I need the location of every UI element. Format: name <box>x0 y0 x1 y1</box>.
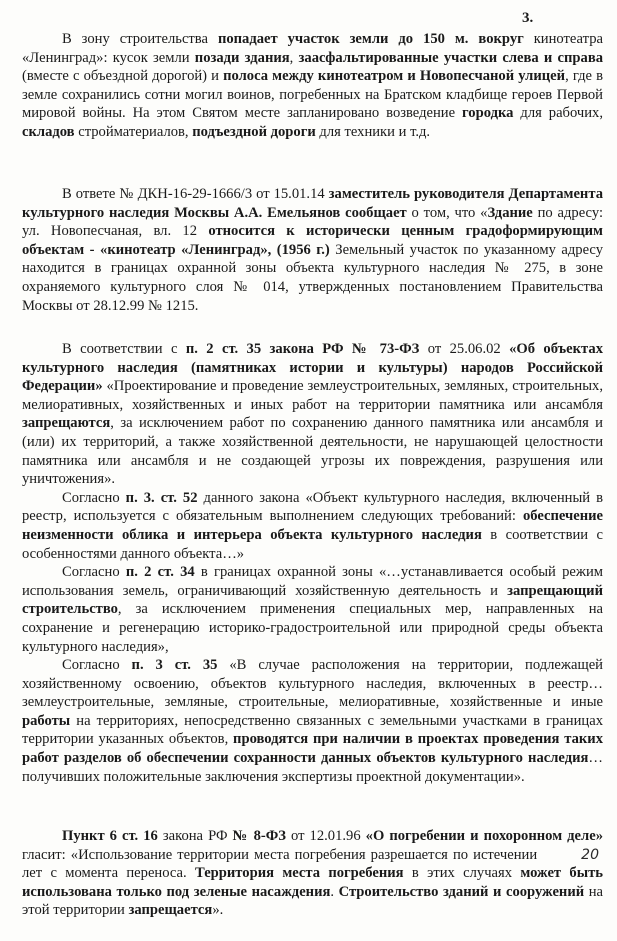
handwritten-years: 20 <box>581 846 599 863</box>
paragraph-law-73fz <box>22 340 603 786</box>
paragraph-heritage-department-reply: В ответе № ДКН-16-29-1666/3 от 15.01.14 заместитель руководителя Департамента культурного наследия Москвы А.А. Емельянов сообщает о том, что «Здание по адресу: ул. Новопесчаная, вл. 12 относится к исторически ценным градоформирующим объектам - «кинотеатр «Ленинград», (1956 г.) Земельный участок по указанному адресу находится в границах охранной зоны объекта культурного наследия № 275, в зоне охраняемого культурного слоя № 014, утвержденных постановлением Правительства Москвы от 28.12.99 № 1215. <box>22 186 603 314</box>
paragraph-art34-p2: Согласно п. 2 ст. 34 в границах охранной зоны «…устанавливается особый режим использования земель, ограничивающий хозяйственную деятельность и запрещающий строительство, за исключением применения специальных мер, направленных на сохранение и регенерацию историко-градостроительной или природной среды объекта культурного наследия», <box>22 564 603 655</box>
paragraph-art52-p3: Согласно п. 3. ст. 52 данного закона «Объект культурного наследия, включенный в реестр, используется с обязательным выполнением следующих требований: обеспечение неизменности облика и интерьера объекта культурного наследия в соответствии с особенностями данного объекта…» <box>22 489 603 562</box>
paragraph-art35-p3: Согласно п. 3 ст. 35 «В случае расположения на территории, подлежащей хозяйственному освоению, объектов культурного наследия, включенных в реестр… землеустроительные, земляные, строительные, мелиоративные, хозяйственные и иные работы на территориях, непосредственно связанных с земельными участками в границах территории указанных объектов, проводятся при наличии в проектах проведения таких работ разделов об обеспечении сохранности данных объектов культурного наследия… получивших положительные заключения экспертизы проектной документации». <box>22 657 603 785</box>
page-number: 3. <box>522 10 534 26</box>
paragraph-burial-law: Пункт 6 ст. 16 закона РФ № 8-ФЗ от 12.01.96 «О погребении и похоронном деле» гласит: «Использование территории места погребения разрешается по истечении 20лет с момента переноса. Территория места погребения в этих случаях может быть использована только под зеленые насаждения. Строительство зданий и сооружений на этой территории запрещается». <box>22 828 603 919</box>
paragraph-construction-zone: В зону строительства попадает участок земли до 150 м. вокруг кинотеатра «Ленинград»: кусок земли позади здания, заасфальтированные участки слева и справа (вместе с объездной дорогой) и полоса между кинотеатром и Новопесчаной улицей, где в земле сохранились сотни могил воинов, погребенных на Братском кладбище героев Первой мировой войны. На этом Святом месте запланировано возведение городка для рабочих, складов стройматериалов, подъездной дороги для техники и т.д. <box>22 31 604 140</box>
paragraph-art35-p2: В соответствии с п. 2 ст. 35 закона РФ № 73-ФЗ от 25.06.02 «Об объектах культурного наследия (памятниках истории и культуры) народов Российской Федерации» «Проектирование и проведение землеустроительных, земляных, строительных, мелиоративных, хозяйственных и иных работ на территории памятника или ансамбля запрещаются, за исключением работ по сохранению данного памятника или ансамбля и (или) их территорий, а также хозяйственной деятельности, не нарушающей целостности памятника или ансамбля и не создающей угрозы их повреждения, разрушения или уничтожения». <box>22 341 603 488</box>
